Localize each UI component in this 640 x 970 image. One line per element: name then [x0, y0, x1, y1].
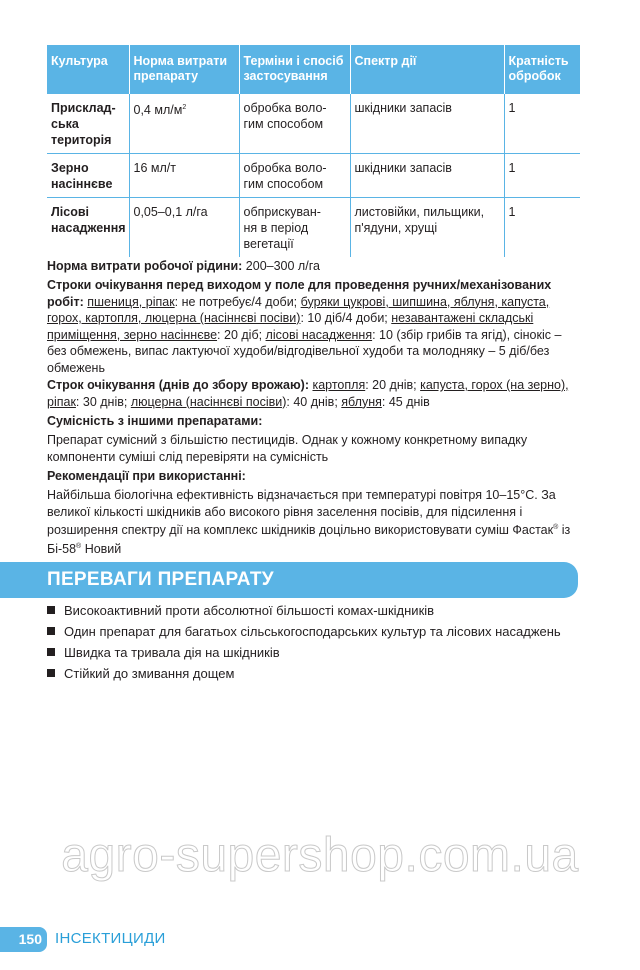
dosage-table [47, 45, 580, 257]
cell-spectrum: шкідники запасів [350, 154, 504, 198]
header-spectrum: Спектр дії [350, 45, 504, 94]
waiting-period [47, 277, 583, 376]
cell-rate: 0,05–0,1 л/га [129, 198, 239, 258]
list-item: Один препарат для багатьох сільськогосподарських культур та лісових насаджень [47, 621, 607, 642]
cell-rate: 0,4 $мл/м^2$ [129, 94, 239, 154]
cell-crop: Лісові насадження [51, 205, 126, 235]
recommend-title: Рекомендації при використанні: [47, 469, 246, 483]
header-crop: Культура [47, 45, 129, 94]
table-row [47, 94, 580, 154]
table-header-row [47, 45, 580, 94]
bullet-square-icon [47, 606, 55, 614]
list-item: Швидка та тривала дія на шкідників [47, 642, 607, 663]
advantages-title: ПЕРЕВАГИ ПРЕПАРАТУ [47, 569, 274, 590]
header-times: Кратність обробок [504, 45, 580, 94]
cell-spectrum: шкідники запасів [350, 94, 504, 154]
work-fluid-value: 200–300 л/га [242, 259, 320, 273]
cell-times: 1 [504, 154, 580, 198]
cell-rate: 16 мл/т [129, 154, 239, 198]
page-number: 150 [0, 927, 47, 952]
header-method: Терміни і спосіб застосування [239, 45, 350, 94]
cell-spectrum: листовійки, пильщики, п'ядуни, хрущі [350, 198, 504, 258]
work-fluid-rate [47, 258, 583, 275]
compat-text: Препарат сумісний з більшістю пестицидів. Однак у кожному конкретному випадку компоненти суміші слід перевіряти на сумісність [47, 433, 528, 464]
bullet-square-icon [47, 669, 55, 677]
table-row [47, 198, 580, 258]
recommend-text: Найбільша біологічна ефективність відзначається при температурі повітря 10–15°С. За великої кількості шкідників або високого рівня заселення посівів, для підсилення і розширення спектру дії на комплекс шкідників доцільно використовувати суміш Фастак® із Бі-58® Новий [47, 488, 571, 556]
cell-times: 1 [504, 198, 580, 258]
bullet-square-icon [47, 648, 55, 656]
compat-title: Сумісність з іншими препаратами: [47, 414, 263, 428]
list-item: Високоактивний проти абсолютної більшості комах-шкідників [47, 600, 607, 621]
waiting-label: Строки очікування перед виходом у поле для проведення ручних/механізованих робіт: [47, 278, 552, 309]
cell-times: 1 [504, 94, 580, 154]
advantages-list [47, 600, 607, 684]
header-rate: Норма витрати препарату [129, 45, 239, 94]
section-title: ІНСЕКТИЦИДИ [55, 930, 166, 947]
bullet-square-icon [47, 627, 55, 635]
table-row [47, 154, 580, 198]
cell-crop: Присклад- ська територія [47, 94, 129, 154]
cell-method: обробка воло- гим способом [239, 94, 350, 154]
work-fluid-label: Норма витрати робочої рідини: [47, 259, 243, 273]
advantages-banner [0, 562, 578, 598]
harvest-label: Строк очікування (днів до збору врожаю): [47, 378, 309, 392]
cell-method: обприскуван- ня в період вегетації [239, 198, 350, 258]
harvest-text: картопля: 20 днів; капуста, горох (на зерно), ріпак: 30 днів; люцерна (насіннєві посіви): 40 днів; яблуня: 45 днів [47, 378, 569, 409]
cell-crop: Зерно насіннєве [47, 154, 129, 198]
waiting-text: пшениця, ріпак: не потребує/4 доби; буряки цукрові, шипшина, яблуня, капуста, горох, картопля, люцерна (насіннєві посіви): 10 діб/4 доби; незавантажені складські приміщення, зерно насіннєве: 20 діб; лісові насадження: 10 (збір грибів та ягід), сінокіс – без обмежень, випас лактуючої худоби/відгодівельної худоби та молодняку – 5 діб/без обмежень [47, 294, 562, 375]
watermark: agro-supershop.com.ua [61, 829, 579, 882]
harvest-period [47, 377, 583, 410]
list-item: Стійкий до змивання дощем [47, 663, 607, 684]
cell-method: обробка воло- гим способом [239, 154, 350, 198]
